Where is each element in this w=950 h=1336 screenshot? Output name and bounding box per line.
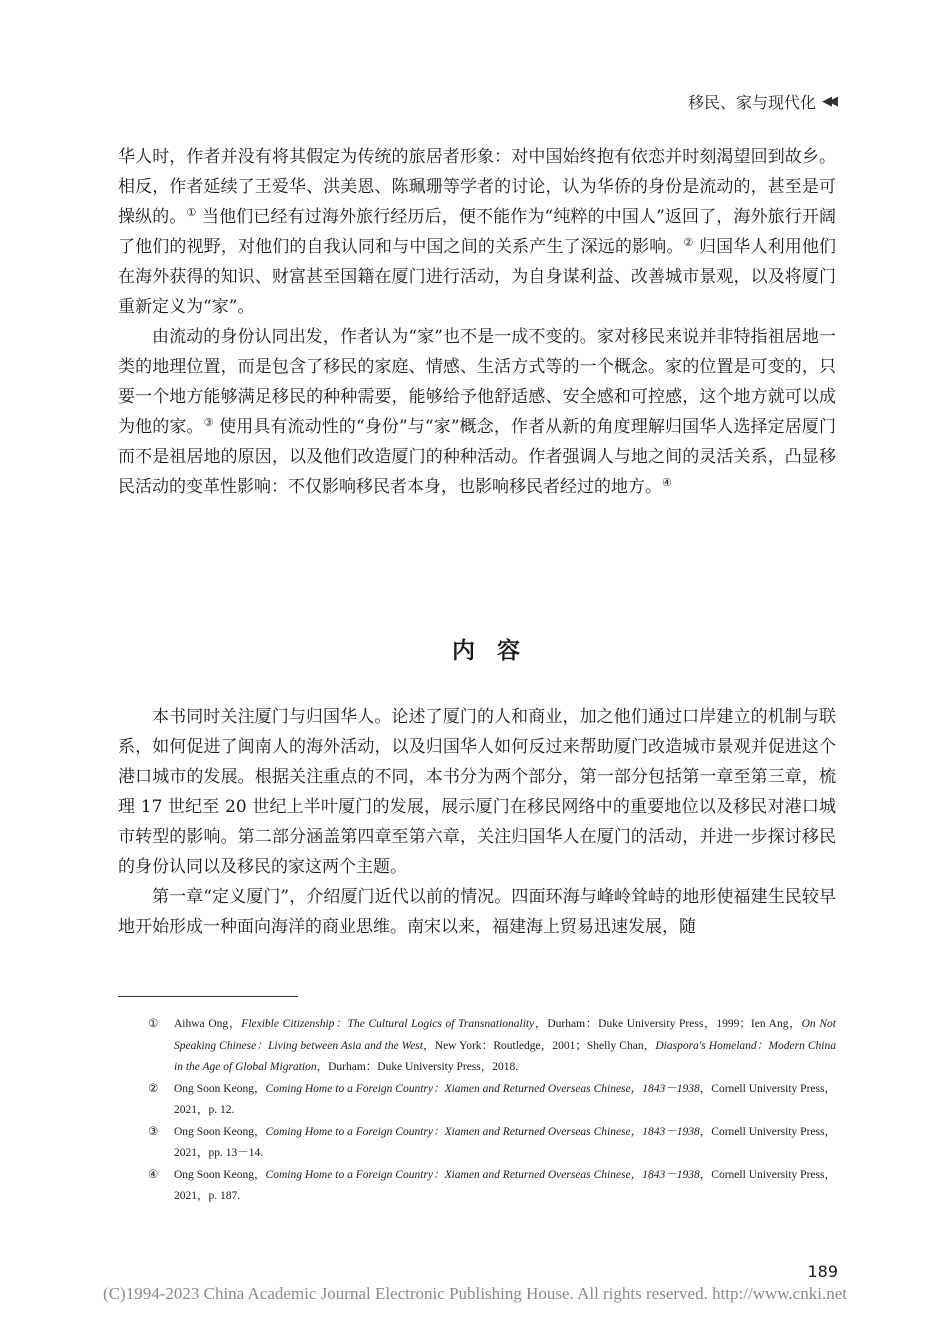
paragraph: 第一章“定义厦门”，介绍厦门近代以前的情况。四面环海与峰岭耸峙的地形使福建生民较早地开始形成一种面向海洋的商业思维。南宋以来，福建海上贸易迅速发展，随 [118,887,836,937]
footnote-ref[interactable]: ④ [662,476,672,489]
paragraph [118,142,836,322]
footnote-item [148,1165,836,1208]
paragraph-text: 归国华人利用他们在海外获得的知识、财富甚至国籍在厦门进行活动，为自身谋利益、改善城市景观，以及将厦门重新定义为“家”。 [118,237,836,317]
footnote-item [148,1079,836,1122]
footnote-divider [118,996,298,997]
footnote-mark: ③ [148,1125,159,1138]
footnote-text: Ong Soon Keong，Coming Home to a Foreign Country：Xiamen and Returned Overseas Chinese，1843－1938，Cornell University Press，2021，pp. 13－14. [174,1125,836,1159]
footnote-text: Aihwa Ong，Flexible Citizenship：The Cultural Logics of Transnationality，Durham：Duke University Press，1999；Ien Ang，On Not Speaking Chinese：Living between Asia and the West，New York：Routledge，2001；Shelly Chan，Diaspora's Homeland：Modern China in the Age of Global Migration，Durham：Duke University Press，2018. [174,1018,836,1073]
paragraph-text: 使用具有流动性的“身份”与“家”概念，作者从新的角度理解归国华人选择定居厦门而不是祖居地的原因，以及他们改造厦门的种种活动。作者强调人与地之间的灵活关系，凸显移民活动的变革性影响：不仅影响移民者本身，也影响移民者经过的地方。 [118,417,837,497]
paragraph-text: 当他们已经有过海外旅行经历后，便不能作为“纯粹的中国人”返回了，海外旅行开阔了他们的视野，对他们的自我认同和与中国之间的关系产生了深远的影响。 [118,207,836,257]
footnote-item [148,1122,836,1165]
paragraph [118,322,836,502]
body-text-block-1 [118,142,836,502]
footnote-mark: ② [148,1082,159,1095]
page-number: 189 [807,1262,838,1281]
footnote-ref[interactable]: ② [683,236,694,249]
copyright-watermark: (C)1994-2023 China Academic Journal Electronic Publishing House. All rights reserved. http://www.cnki.net [103,1284,847,1303]
paragraph-text: 由流动的身份认同出发，作者认为“家”也不是一成不变的。家对移民来说并非特指祖居地一类的地理位置，而是包含了移民的家庭、情感、生活方式等的一个概念。家的位置是可变的，只要一个地方能够满足移民的种种需要，能够给予他舒适感、安全感和可控感，这个地方就可以成为他的家。 [118,327,836,437]
running-title: 移民、家与现代化 [687,93,816,112]
footnote-mark: ④ [148,1168,159,1181]
footnote-ref[interactable]: ③ [203,416,214,429]
double-left-arrow-icon: ◀◀ [822,94,834,109]
footnote-mark: ① [148,1018,159,1030]
footnote-text: Ong Soon Keong，Coming Home to a Foreign Country：Xiamen and Returned Overseas Chinese，1843－1938，Cornell University Press，2021，p. 187. [174,1168,836,1202]
footnote-item [148,1014,836,1079]
footnote-text: Ong Soon Keong，Coming Home to a Foreign Country：Xiamen and Returned Overseas Chinese，1843－1938，Cornell University Press，2021，p. 12. [174,1082,836,1116]
paragraph: 本书同时关注厦门与归国华人。论述了厦门的人和商业，加之他们通过口岸建立的机制与联系，如何促进了闽南人的海外活动，以及归国华人如何反过来帮助厦门改造城市景观并促进这个港口城市的发展。根据关注重点的不同，本书分为两个部分，第一部分包括第一章至第三章，梳理 17 世纪至 20 世纪上半叶厦门的发展，展示厦门在移民网络中的重要地位以及移民对港口城市转型的影响。第二部分涵盖第四章至第六章，关注归国华人在厦门的活动，并进一步探讨移民的身份认同以及移民的家这两个主题。 [118,707,836,877]
footnote-ref[interactable]: ① [186,206,197,219]
paragraph-text: 华人时，作者并没有将其假定为传统的旅居者形象：对中国始终抱有依恋并时刻渴望回到故乡。相反，作者延续了王爱华、洪美恩、陈珮珊等学者的讨论，认为华侨的身份是流动的，甚至是可操纵的。 [118,147,836,227]
section-title: 内容 [452,638,542,664]
footnotes [148,1014,836,1208]
body-text-block-2 [118,702,836,942]
running-head [688,90,834,113]
